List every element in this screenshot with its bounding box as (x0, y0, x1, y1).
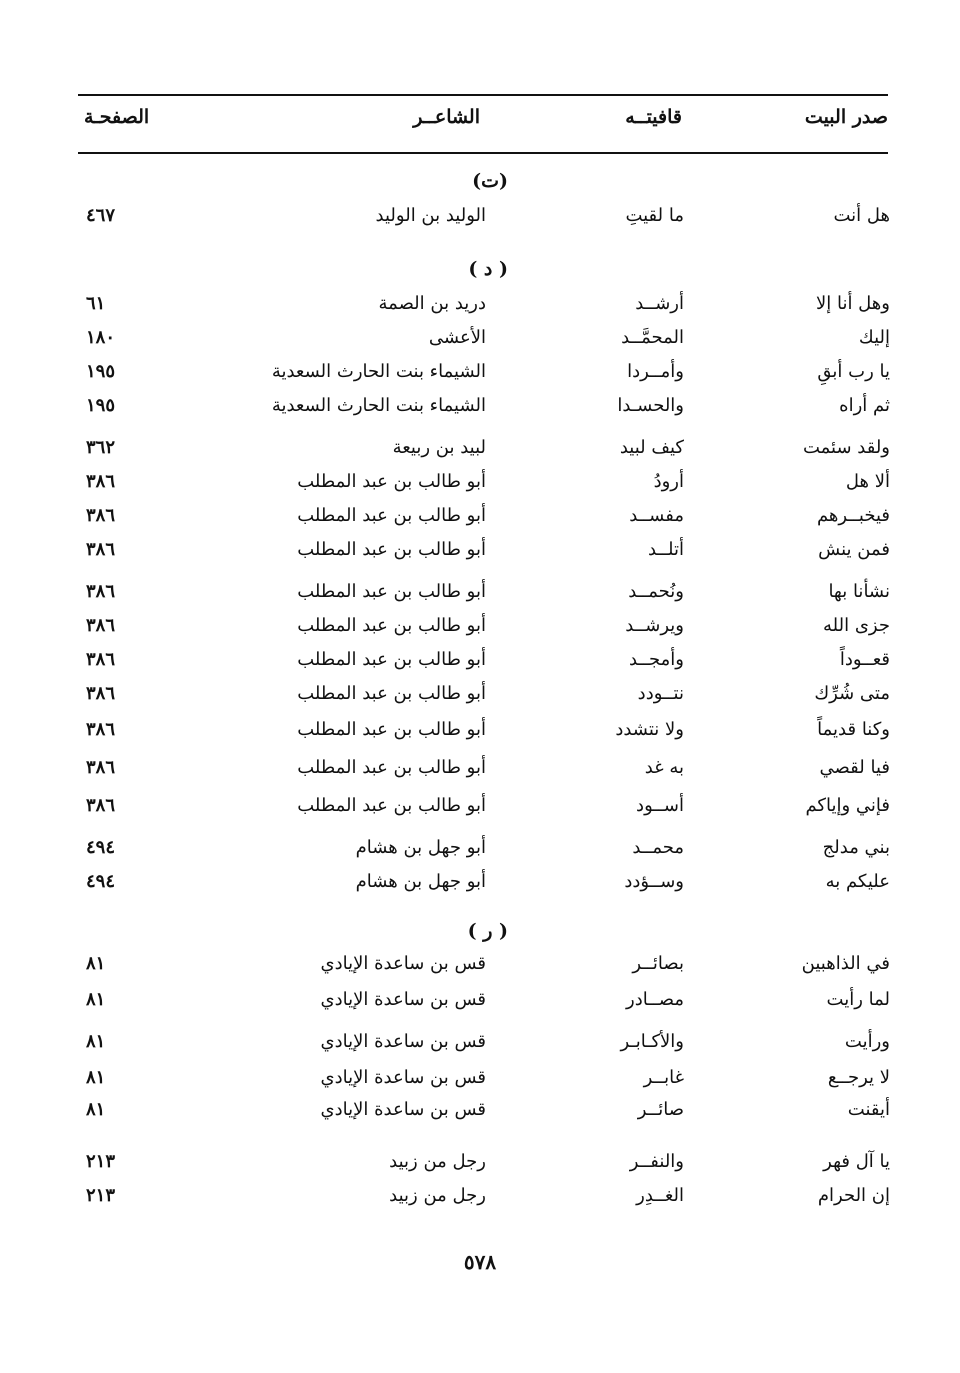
page-ref: ٨١ (86, 953, 106, 974)
poet-name: قس بن ساعدة الإيادي (320, 953, 486, 974)
header-qafia: قافيتــه (625, 106, 682, 128)
poet-name: أبو طالب بن عبد المطلب (297, 683, 486, 704)
verse-opening: فمن ينش (818, 539, 890, 560)
poet-name: أبو طالب بن عبد المطلب (297, 795, 486, 816)
rhyme-word: ويرشــد (625, 615, 684, 636)
rhyme-word: مصــادر (626, 989, 684, 1010)
page-ref: ٣٨٦ (86, 505, 116, 526)
poet-name: رجل من زبيد (389, 1151, 486, 1172)
poet-name: أبو جهل بن هشام (355, 871, 486, 892)
verse-opening: فيا لقصي (819, 757, 890, 778)
rhyme-word: به غد (644, 757, 684, 778)
page-ref: ٣٨٦ (86, 471, 116, 492)
page-ref: ٣٨٦ (86, 581, 116, 602)
poet-name: أبو طالب بن عبد المطلب (297, 581, 486, 602)
rhyme-word: غابــر (643, 1067, 684, 1088)
rhyme-word: الغــدِر (636, 1185, 684, 1206)
verse-opening: إليك (858, 327, 890, 348)
poet-name: الوليد بن الوليد (375, 205, 486, 226)
rhyme-word: والنفــر (629, 1151, 684, 1172)
verse-opening: يا رب أبقِ (817, 361, 890, 382)
section-heading: ( ر ) (467, 920, 508, 942)
rhyme-word: وســؤدد (624, 871, 684, 892)
poet-name: أبو طالب بن عبد المطلب (297, 539, 486, 560)
rhyme-word: صائــر (637, 1099, 684, 1120)
page-ref: ٢١٣ (86, 1151, 116, 1172)
verse-opening: يا آل فهر (823, 1151, 890, 1172)
rhyme-word: ونُحمــد (628, 581, 684, 602)
page-ref: ١٩٥ (86, 361, 116, 382)
page-ref: ٨١ (86, 1031, 106, 1052)
rhyme-word: ما لقيتِ (625, 205, 684, 226)
poet-name: الشيماء بنت الحارث السعدية (271, 361, 486, 382)
page-ref: ٣٨٦ (86, 683, 116, 704)
page-ref: ٨١ (86, 1099, 106, 1120)
poet-name: الشيماء بنت الحارث السعدية (271, 395, 486, 416)
rhyme-word: وأمجــد (629, 649, 684, 670)
verse-opening: ورأيت (844, 1031, 890, 1052)
page-ref: ٤٩٤ (86, 871, 116, 892)
poet-name: أبو طالب بن عبد المطلب (297, 719, 486, 740)
rhyme-word: وأمــردا (627, 361, 684, 382)
verse-opening: وكنا قديماً (817, 719, 890, 740)
poet-name: أبو طالب بن عبد المطلب (297, 615, 486, 636)
verse-opening: ثم أراه (839, 395, 890, 416)
verse-opening: أيقنت (847, 1099, 890, 1120)
header-sadr: صدر البيت (804, 106, 888, 128)
page-ref: ٤٦٧ (86, 205, 116, 226)
poet-name: قس بن ساعدة الإيادي (320, 1067, 486, 1088)
poet-name: قس بن ساعدة الإيادي (320, 989, 486, 1010)
verse-opening: هل أنت (833, 205, 890, 226)
header-top-rule (78, 94, 888, 96)
verse-opening: فيخبــرهم (816, 505, 890, 526)
page-ref: ٣٨٦ (86, 649, 116, 670)
rhyme-word: أتلــد (648, 539, 684, 560)
page-ref: ٢١٣ (86, 1185, 116, 1206)
verse-opening: نشأنا بها (828, 581, 890, 602)
page-ref: ٣٦٢ (86, 437, 116, 458)
page-ref: ٣٨٦ (86, 757, 116, 778)
poet-name: قس بن ساعدة الإيادي (320, 1099, 486, 1120)
verse-opening: في الذاهبين (801, 953, 890, 974)
page-ref: ٣٨٦ (86, 795, 116, 816)
verse-opening: عليكم به (825, 871, 890, 892)
verse-opening: وهل أنا إلا (815, 293, 890, 314)
verse-opening: فإني وإياكم (805, 795, 890, 816)
rhyme-word: مفســد (629, 505, 684, 526)
poet-name: دريد بن الصمة (378, 293, 486, 314)
verse-opening: ألا هل (845, 471, 890, 492)
rhyme-word: ولا نتشدد (615, 719, 684, 740)
page-ref: ١٩٥ (86, 395, 116, 416)
section-heading: (ت) (472, 170, 508, 192)
rhyme-word: أرشــد (635, 293, 684, 314)
rhyme-word: نتــودد (637, 683, 684, 704)
poet-name: قس بن ساعدة الإيادي (320, 1031, 486, 1052)
verse-opening: إن الحرام (817, 1185, 890, 1206)
poet-name: أبو طالب بن عبد المطلب (297, 471, 486, 492)
verse-opening: لا يرجــع (827, 1067, 890, 1088)
page-ref: ٨١ (86, 989, 106, 1010)
poet-name: الأعشى (428, 327, 486, 348)
rhyme-word: والأكـابـر (620, 1031, 684, 1052)
verse-opening: جزى الله (823, 615, 890, 636)
verse-opening: متى شُرِّك (814, 683, 890, 704)
page-ref: ٣٨٦ (86, 719, 116, 740)
poet-name: أبو طالب بن عبد المطلب (297, 649, 486, 670)
rhyme-word: أرودُ (653, 471, 684, 492)
page-ref: ٣٨٦ (86, 539, 116, 560)
page-ref: ٨١ (86, 1067, 106, 1088)
poet-name: لبيد بن ربيعة (392, 437, 486, 458)
page-number: ٥٧٨ (463, 1250, 497, 1274)
poet-name: أبو طالب بن عبد المطلب (297, 757, 486, 778)
poet-name: أبو طالب بن عبد المطلب (297, 505, 486, 526)
page-ref: ٦١ (86, 293, 106, 314)
page-ref: ١٨٠ (86, 327, 116, 348)
verse-opening: قعــوداً (839, 649, 890, 670)
page-ref: ٤٩٤ (86, 837, 116, 858)
rhyme-word: محمــد (632, 837, 684, 858)
header-safha: الصفحـة (84, 106, 150, 128)
header-shaer: الشاعــر (413, 106, 480, 128)
rhyme-word: المحمَّــد (621, 327, 684, 348)
header-bottom-rule (78, 152, 888, 154)
verse-opening: بني مدلج (822, 837, 890, 858)
rhyme-word: كيف لبيد (619, 437, 684, 458)
verse-opening: لما رأيت (826, 989, 890, 1010)
poet-name: رجل من زبيد (389, 1185, 486, 1206)
page-ref: ٣٨٦ (86, 615, 116, 636)
verse-opening: ولقد سئمت (802, 437, 890, 458)
rhyme-word: أســود (636, 795, 684, 816)
rhyme-word: بصائــر (632, 953, 684, 974)
rhyme-word: والحسـدا (617, 395, 684, 416)
poet-name: أبو جهل بن هشام (355, 837, 486, 858)
section-heading: ( د ) (468, 258, 508, 280)
